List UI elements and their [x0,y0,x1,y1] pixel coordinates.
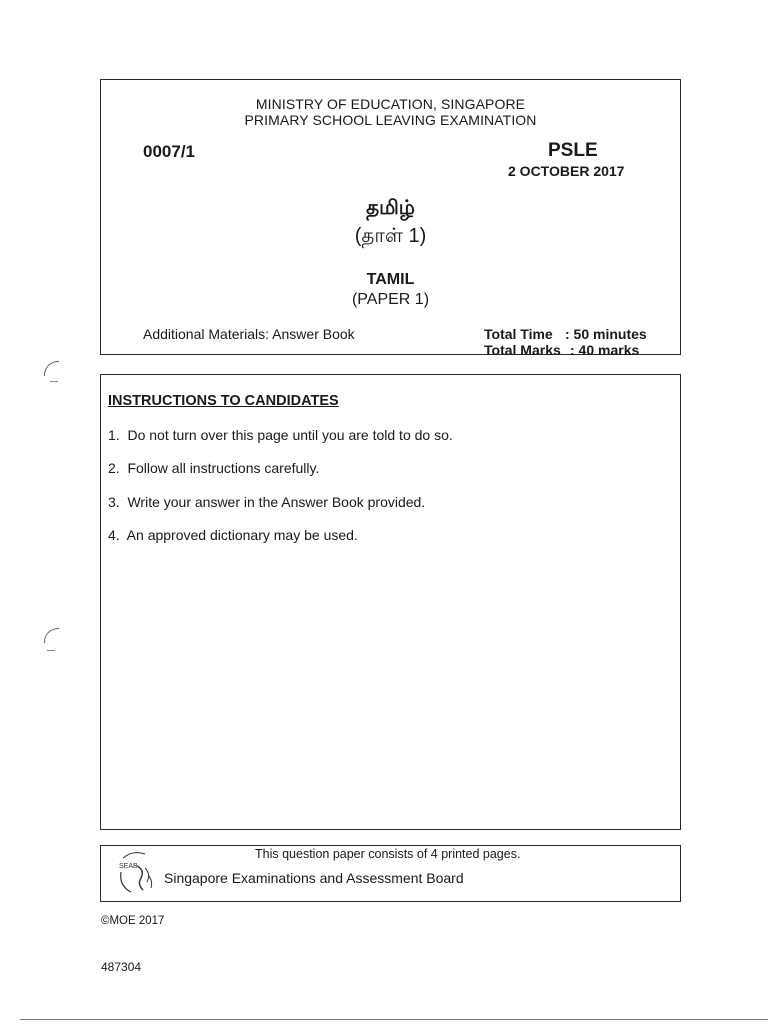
paper-english: (PAPER 1) [351,291,430,308]
paper-tamil: (தாள் 1) [354,225,427,247]
board-name: Singapore Examinations and Assessment Board [164,870,464,886]
page-count-note: This question paper consists of 4 printed pages. [255,847,521,861]
ministry-line: MINISTRY OF EDUCATION, SINGAPORE [255,96,526,112]
exam-date: 2 OCTOBER 2017 [508,163,625,179]
seab-logo-text: SEAB [119,863,138,870]
punch-hole-mark [44,628,59,643]
scan-edge-line [20,1019,768,1020]
exam-type-line: PRIMARY SCHOOL LEAVING EXAMINATION [244,112,537,128]
punch-hole-mark [44,361,59,376]
punch-hole-dash [50,381,58,382]
serial-number: 487304 [101,960,142,974]
instruction-item: 1. Do not turn over this page until you are told to do so. [108,427,453,443]
cover-header-box [100,79,681,358]
total-time-value: : 50 minutes [565,326,647,342]
total-marks-label: Total Marks [484,342,561,358]
subject-english: TAMIL [366,271,415,288]
exam-name: PSLE [548,140,598,161]
footer-box [100,845,681,902]
instruction-item: 3. Write your answer in the Answer Book provided. [108,494,426,510]
punch-hole-dash [47,650,55,651]
instructions-heading: INSTRUCTIONS TO CANDIDATES [108,393,339,409]
total-time-label: Total Time [484,326,553,342]
copyright: ©MOE 2017 [101,915,165,927]
paper-code: 0007/1 [143,142,195,161]
additional-materials: Additional Materials: Answer Book [143,326,355,342]
instructions-box [100,374,681,830]
subject-tamil: தமிழ் [366,197,415,219]
instruction-item: 4. An approved dictionary may be used. [108,527,358,543]
total-marks-value: : 40 marks [570,342,640,358]
instruction-item: 2. Follow all instructions carefully. [108,460,320,476]
seab-logo-icon [115,848,161,896]
